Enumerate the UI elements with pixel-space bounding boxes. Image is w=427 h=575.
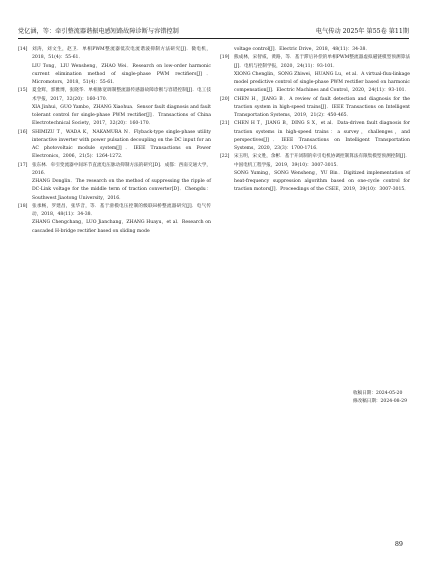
reference-text: 夏金辉，郭雅博，张晓华．单相脉宽调制整流器传感器故障诊断与容错控制[J]．电工技术学报，2017，32(20)：160-170． xyxy=(32,88,211,102)
reference-entry xyxy=(18,203,211,220)
reference-entry xyxy=(220,96,410,121)
reference-number: [22] xyxy=(220,154,230,160)
reference-entry xyxy=(18,87,211,104)
reference-text: XIONG Chenglin，SONG Zhiwei，HUANG Lu，et al．A virtual-flux-linkage model predictive control of single-phase PWM rectifier based on harmonic compensation[J]．Electric Machines and Control，2020，24(11)：93-101． xyxy=(234,71,410,94)
reference-entry xyxy=(18,129,211,162)
reference-text: 熊成林，宋智威，黄路，等．基于滞后补偿的单相PWM整流器虚拟磁链模型预测算法[J]．电机与控制学报，2020，24(11)：93-101． xyxy=(234,55,410,69)
reference-entry xyxy=(220,46,410,54)
reference-entry xyxy=(18,178,211,203)
reference-text: voltage control[J]．Electric Drive，2018，48(11)：34-38． xyxy=(234,47,371,52)
received-date: 收稿日期：2024-05-20 xyxy=(352,391,403,396)
reference-number: [18] xyxy=(18,203,28,209)
reference-entry xyxy=(220,170,410,195)
reference-entry xyxy=(220,120,410,153)
reference-text: CHEN H T，JIANG B，DING S X，et al．Data-driven fault diagnosis for traction systems in high-speed trains：a survey，challenges，and perspectives[J]．IEEE Transactions on Intelligent Transportation Systems，2020，23(3)：1700-1716． xyxy=(234,121,410,151)
reference-entry xyxy=(18,219,211,236)
reference-text: ZHANG Donglin．The research on the method of suppressing the ripple of DC-Link voltage for the middle term of traction converter[D]．Chengdu：Southwest Jiaotong University，2016． xyxy=(32,179,211,201)
revised-date: 修改稿日期：2024-08-29 xyxy=(352,399,407,405)
reference-text: SONG Yuming，SONG Wensheng，YU Bin．Digitized implementation of heat-frequency suppression algorithm based on one-cycle control for traction motors[J]．Proceedings of the CSEE，2019，39(10)：3007-3015． xyxy=(234,170,410,193)
reference-text: 张承畅，罗建昌，张华音，等．基于滑模电压控制的级联H桥整流器研究[J]．电气传动，2018，48(11)：34-38． xyxy=(32,203,211,217)
reference-number: [16] xyxy=(18,129,28,135)
header-article-title: 党亿涵，等：牵引整流器谐振电感短路故障诊断与容错控制 xyxy=(18,28,179,35)
manuscript-dates xyxy=(353,390,407,406)
reference-entry xyxy=(220,71,410,96)
header-rule xyxy=(18,38,409,39)
reference-number: [19] xyxy=(220,55,230,61)
reference-number: [17] xyxy=(18,162,28,168)
reference-text: 刘涛，刘文生，赵卫．单相PWM整流器低次电流谐波抑制方法研究[J]．微电机，2018，51(4)：55-61． xyxy=(32,47,211,61)
page-number: 89 xyxy=(394,540,403,548)
reference-text: XIA Jinhui，GUO Yambo，ZHANG Xiaohua．Sensor fault diagnosis and fault tolerant control for single-phase PWM rectifier[J]．Transactions of China Electrotechnical Society，2017，32(20)：160-170． xyxy=(32,104,211,127)
reference-entry xyxy=(220,54,410,71)
references-right-column xyxy=(220,46,410,195)
reference-number: [15] xyxy=(18,88,28,94)
reference-entry xyxy=(18,46,211,63)
header-journal-info: 电气传动 2025年 第55卷 第11期 xyxy=(315,28,409,35)
reference-entry xyxy=(18,162,211,179)
reference-entry xyxy=(18,104,211,129)
reference-text: CHEN H，JIANG B．A review of fault detection and diagnosis for the traction system in high-speed trains[J]．IEEE Transactions on Intelligent Transportation Systems，2019，21(2)：450-465． xyxy=(234,96,410,118)
reference-number: [20] xyxy=(220,96,230,102)
reference-number: [14] xyxy=(18,47,28,52)
running-header xyxy=(18,26,409,36)
references-left-column xyxy=(18,46,211,236)
reference-entry xyxy=(18,63,211,88)
reference-text: 张东林．牵引变流器中间环节直流电压脉动抑制方法的研究[D]．成都：西南交通大学，2016． xyxy=(32,162,211,176)
reference-text: 宋玉明，宋文胜，余彬．基于开闭制的牵引电机协调控制算法有限集模型预测控制[J]．中国电机工程学报，2019，39(10)：3007-3015． xyxy=(234,154,410,168)
reference-text: SHIMIZU T，WADA K，NAKAMURA N．Flyback-type single-phase utility interactive inverter with power pulsation decoupling on the DC input for an AC photovoltaic module system[J]．IEEE Transactions on Power Electronics，2006，21(5)：1264-1272． xyxy=(32,129,211,160)
reference-text: LIU Tong，LIU Wensheng，ZHAO Wei．Research on low-order harmonic current elimination method of single-phase PWM rectifiers[J]．Micromotors，2018，51(4)：55-61． xyxy=(32,63,211,85)
reference-text: ZHANG Chengchang，LUO Jianchang，ZHANG Huayu，et al．Research on cascaded H-bridge rectifier based on sliding mode xyxy=(32,220,211,234)
reference-number: [21] xyxy=(220,121,230,127)
reference-entry xyxy=(220,153,410,170)
